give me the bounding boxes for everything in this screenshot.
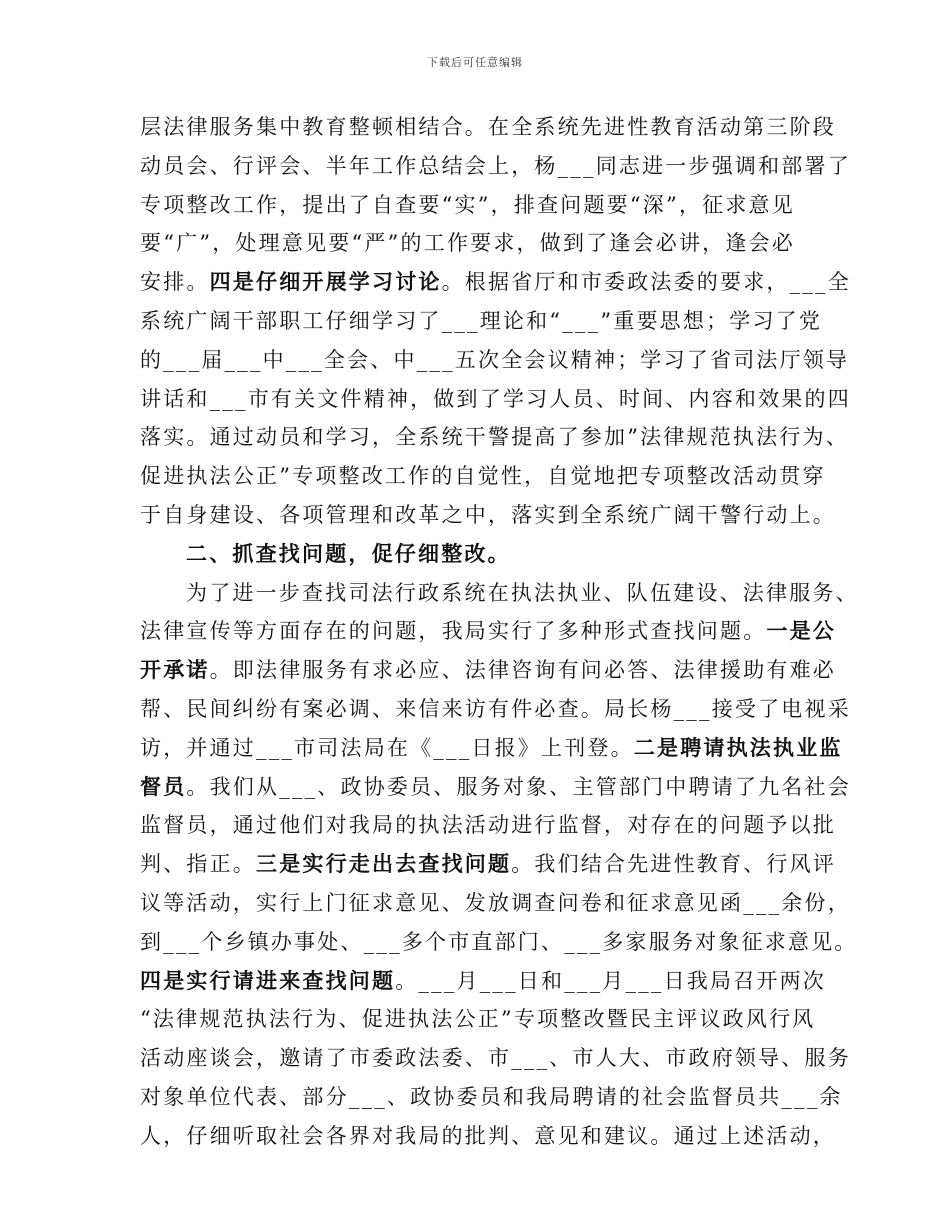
text-line (140, 418, 849, 457)
text-line (140, 108, 836, 147)
text-segment: 系统广阔干部职工仔细学习了___理论和“___”重要思想；学习了党 (140, 308, 823, 333)
text-segment: 的___届___中___全会、中___五次全会议精神；学习了省司法厅领导 (140, 347, 850, 372)
text-line (140, 1078, 843, 1117)
text-segment: 判、指正。 (140, 852, 256, 877)
text-segment: 帮、民间纠纷有案必调、来信来访有件必查。局长杨___接受了电视采 (140, 696, 851, 721)
text-segment: 。即法律服务有求必应、法律咨询有问必答、法律援助有难必 (209, 658, 837, 683)
text-line (140, 1117, 836, 1156)
page-header: 下载后可任意编辑 (427, 56, 523, 69)
bold-text-segment: 督员 (140, 773, 187, 799)
text-segment: 到___个乡镇办事处、___多个市直部门、___多家服务对象征求意见。 (140, 929, 858, 954)
text-line (140, 263, 851, 302)
bold-text-segment: 二是聘请执法执业监 (633, 734, 843, 760)
text-line (140, 574, 859, 613)
text-line (140, 535, 830, 574)
bold-text-segment: 四是仔细开展学习讨论 (209, 269, 442, 295)
text-line (140, 923, 858, 962)
text-line (140, 690, 851, 729)
bold-text-segment: 三是实行走出去查找问题 (256, 851, 512, 877)
text-segment: 落实。通过动员和学习，全系统干警提高了参加”法律规范执法行为、 (140, 425, 849, 450)
text-line (140, 962, 830, 1001)
text-line (140, 147, 851, 186)
bold-text-segment: 四是实行请进来查找问题 (140, 967, 396, 993)
text-line (140, 302, 830, 341)
text-segment: 专项整改工作，提出了自查要“实”，排查问题要“深”，征求意见 (140, 192, 795, 217)
text-segment: 促进执法公正”专项整改工作的自觉性，自觉地把专项整改活动贯穿 (140, 464, 826, 489)
text-line (140, 380, 851, 419)
text-segment: 安排。 (140, 270, 210, 295)
text-line (140, 457, 830, 496)
text-line (140, 884, 851, 923)
text-segment: “法律规范执法行为、促进执法公正”专项整改暨民主评议政风行风 (140, 1007, 816, 1032)
text-line (140, 341, 850, 380)
bold-text-segment: 二、抓查找问题，促仔细整改。 (186, 540, 511, 566)
text-line (140, 729, 843, 768)
text-line (140, 768, 851, 807)
text-segment: 。___月___日和___月___日我局召开两次 (395, 968, 827, 993)
text-line (140, 845, 837, 884)
bold-text-segment: 开承诺 (140, 657, 210, 683)
text-segment: 动员会、行评会、半年工作总结会上，杨___同志进一步强调和部署了 (140, 153, 851, 178)
text-segment: 人，仔细听取社会各界对我局的批判、意见和建议。通过上述活动， (140, 1123, 836, 1148)
text-segment: 于自身建设、各项管理和改革之中，落实到全系统广阔干警行动上。 (140, 502, 836, 527)
text-line (140, 806, 836, 845)
text-segment: 议等活动，实行上门征求意见、发放调查问卷和征求意见函___余份， (140, 890, 851, 915)
text-line (140, 651, 837, 690)
text-segment: 层法律服务集中教育整顿相结合。在全系统先进性教育活动第三阶段 (140, 115, 836, 139)
text-line (140, 224, 830, 263)
text-segment: 活动座谈会，邀请了市委政法委、市___、市人大、市政府领导、服务 (140, 1046, 851, 1071)
text-segment: 。我们结合先进性教育、行风评 (511, 852, 837, 877)
text-segment: 。根据省厅和市委政法委的要求，___全 (441, 270, 851, 295)
text-line (140, 1039, 851, 1078)
text-line (140, 1000, 830, 1039)
text-segment: 对象单位代表、部分___、政协委员和我局聘请的社会监督员共___余 (140, 1084, 843, 1109)
text-segment: 讲话和___市有关文件精神，做到了学习人员、时间、内容和效果的四 (140, 386, 851, 411)
text-segment: 要“广”，处理意见要“严”的工作要求，做到了逢会必讲，逢会必 (140, 231, 795, 256)
text-segment: 访，并通过___市司法局在《___日报》上刊登。 (140, 735, 634, 760)
text-line (140, 496, 836, 535)
text-segment: 法律宣传等方面存在的问题，我局实行了多种形式查找问题。 (140, 619, 767, 644)
text-segment: 为了进一步查找司法行政系统在执法执业、队伍建设、法律服务、 (186, 580, 859, 605)
text-segment: 。我们从___、政协委员、服务对象、主管部门中聘请了九名社会 (186, 774, 851, 799)
bold-text-segment: 一是公 (766, 618, 837, 644)
text-line (140, 186, 830, 225)
text-line (140, 612, 837, 651)
text-segment: 监督员，通过他们对我局的执法活动进行监督，对存在的问题予以批 (140, 813, 836, 838)
document-body (140, 108, 859, 1156)
